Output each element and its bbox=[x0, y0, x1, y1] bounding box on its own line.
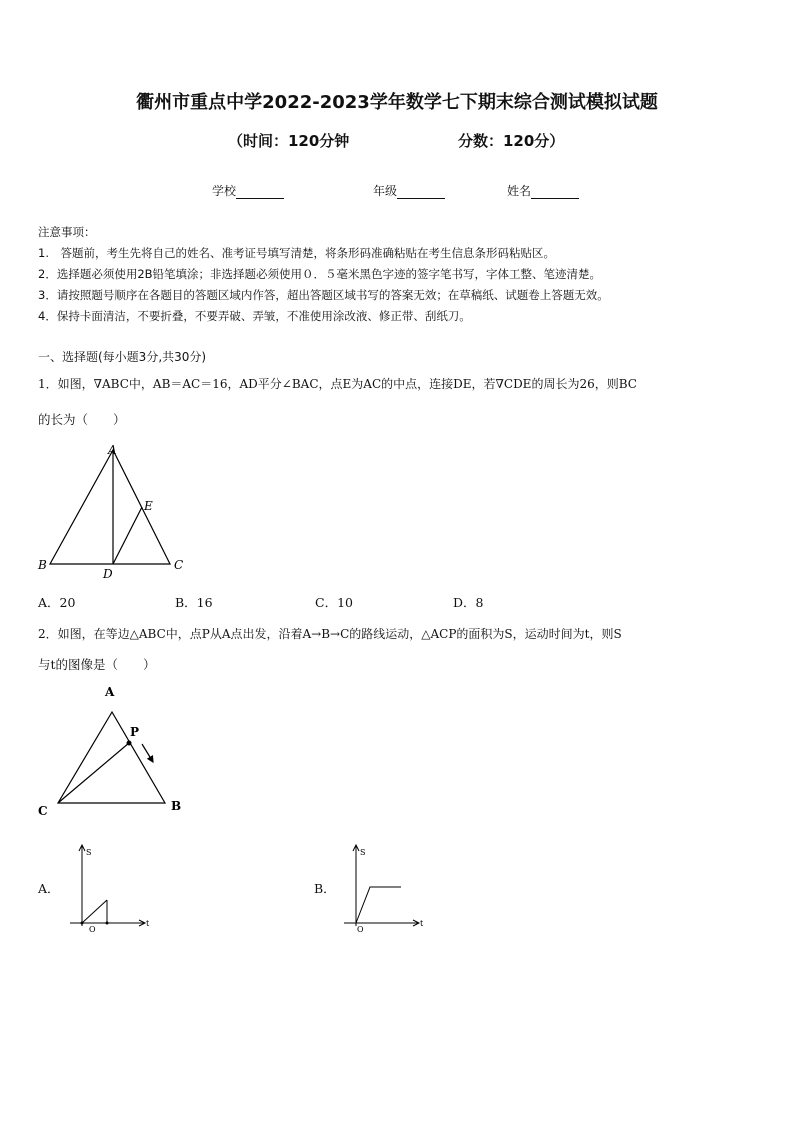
label-e: E bbox=[144, 499, 153, 513]
notes-heading: 注意事项： bbox=[38, 225, 96, 239]
q1-option-c[interactable]: C．10 bbox=[315, 595, 353, 610]
graph-o-label: O bbox=[357, 925, 364, 934]
graph-line bbox=[82, 900, 107, 923]
label-p: P bbox=[130, 725, 140, 739]
field-grade-label: 年级 bbox=[373, 184, 398, 198]
label-c: C bbox=[38, 804, 48, 818]
q1-figure bbox=[30, 438, 200, 583]
field-school bbox=[212, 182, 284, 199]
exam-score: 分数：120分） bbox=[458, 132, 565, 150]
field-school-label: 学校 bbox=[212, 184, 237, 198]
q2-option-a-graph bbox=[62, 838, 172, 938]
q2-option-b-graph bbox=[336, 838, 446, 938]
page-title: 衢州市重点中学2022-2023学年数学七下期末综合测试模拟试题 bbox=[136, 92, 658, 113]
point-p bbox=[127, 741, 132, 746]
q1-option-b[interactable]: B．16 bbox=[175, 595, 213, 610]
segment-cp bbox=[58, 743, 129, 803]
q2-figure bbox=[30, 682, 200, 822]
origin-dot bbox=[81, 922, 84, 925]
note-item: 4．保持卡面清洁，不要折叠，不要弄破、弄皱，不准使用涂改液、修正带、刮纸刀。 bbox=[38, 309, 471, 323]
label-a: A bbox=[108, 443, 117, 457]
section-heading: 一、选择题(每小题3分,共30分) bbox=[38, 350, 207, 364]
label-a: A bbox=[105, 685, 115, 699]
segment-de bbox=[113, 507, 142, 564]
q1-text-cont: 的长为（ ） bbox=[38, 412, 126, 427]
note-item: 2．选择题必须使用2B铅笔填涂；非选择题必须使用０．５毫米黑色字迹的签字笔书写，字体工整、笔迹清楚。 bbox=[38, 267, 602, 281]
field-name-blank bbox=[531, 186, 579, 199]
graph-o-label: O bbox=[89, 925, 96, 934]
exam-time: （时间：120分钟 bbox=[228, 132, 350, 150]
note-item: 1. 答题前，考生先将自己的姓名、准考证号填写清楚，将条形码准确粘贴在考生信息条形码粘贴区。 bbox=[38, 246, 555, 260]
q2-text-cont: 与t的图像是（ ） bbox=[38, 657, 156, 672]
field-grade-blank bbox=[397, 186, 445, 199]
graph-s-label: S bbox=[360, 848, 366, 857]
note-item: 3．请按照题号顺序在各题目的答题区域内作答，超出答题区域书写的答案无效；在草稿纸、试题卷上答题无效。 bbox=[38, 288, 609, 302]
label-b: B bbox=[171, 799, 182, 813]
q1-text: 1．如图，∇ABC中，AB＝AC＝16，AD平分∠BAC，点E为AC的中点，连接DE，若∇CDE的周长为26，则BC bbox=[38, 377, 637, 391]
graph-t-label: t bbox=[420, 919, 424, 928]
tick-dot bbox=[106, 922, 109, 925]
direction-arrow-icon bbox=[142, 744, 153, 762]
q1-option-d[interactable]: D．8 bbox=[453, 595, 484, 610]
q2-option-a[interactable]: A． bbox=[38, 881, 60, 896]
field-grade bbox=[373, 182, 445, 199]
field-name bbox=[507, 182, 579, 199]
q2-text: 2．如图，在等边△ABC中，点P从A点出发，沿着A→B→C的路线运动，△ACP的面积为S，运动时间为t，则S bbox=[38, 627, 622, 641]
q2-option-b[interactable]: B． bbox=[314, 881, 336, 896]
field-name-label: 姓名 bbox=[507, 184, 532, 198]
graph-s-label: S bbox=[86, 848, 92, 857]
label-d: D bbox=[103, 567, 113, 581]
label-b: B bbox=[38, 558, 47, 572]
q1-option-a[interactable]: A．20 bbox=[38, 595, 76, 610]
graph-line bbox=[356, 887, 401, 923]
label-c: C bbox=[174, 558, 184, 572]
field-school-blank bbox=[236, 186, 284, 199]
graph-t-label: t bbox=[146, 919, 150, 928]
